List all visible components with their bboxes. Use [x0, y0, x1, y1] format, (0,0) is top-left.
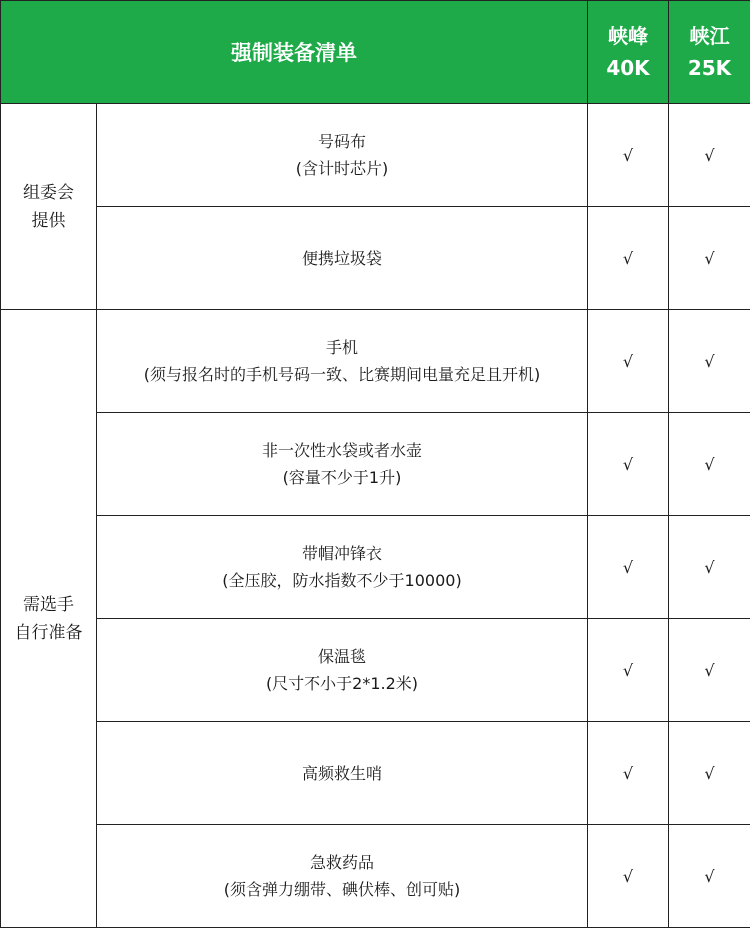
table-row — [1, 104, 750, 207]
table-row — [1, 413, 750, 516]
item-cell — [97, 310, 588, 413]
check-mark: √ — [669, 619, 750, 722]
table-row — [1, 619, 750, 722]
item-cell — [97, 413, 588, 516]
group-label-organizer — [1, 104, 97, 310]
table-row — [1, 722, 750, 825]
item-note: (含计时芯片) — [295, 159, 389, 178]
check-mark: √ — [669, 516, 750, 619]
item-name: 急救药品 — [309, 853, 374, 872]
table-title — [1, 1, 588, 104]
table-row — [1, 207, 750, 310]
item-name: 带帽冲锋衣 — [301, 544, 382, 563]
route-name: 峡江 — [689, 24, 730, 48]
item-name: 便携垃圾袋 — [301, 248, 382, 268]
check-mark: √ — [669, 722, 750, 825]
check-mark: √ — [669, 207, 750, 310]
item-note: (须含弹力绷带、碘伏棒、创可贴) — [223, 880, 461, 899]
item-note: (容量不少于1升) — [282, 468, 402, 487]
table-row — [1, 310, 750, 413]
title-text: 强制装备清单 — [231, 41, 357, 65]
item-name: 保温毯 — [317, 647, 366, 666]
check-mark: √ — [588, 104, 669, 207]
group-label-line: 组委会 — [23, 182, 74, 203]
check-mark: √ — [669, 825, 750, 928]
check-mark: √ — [588, 310, 669, 413]
item-name: 高频救生哨 — [301, 763, 382, 783]
check-mark: √ — [588, 516, 669, 619]
item-cell — [97, 619, 588, 722]
item-cell — [97, 722, 588, 825]
group-label-line: 提供 — [31, 210, 66, 231]
check-mark: √ — [588, 722, 669, 825]
check-mark: √ — [588, 413, 669, 516]
route-name: 峡峰 — [608, 24, 648, 48]
item-name: 手机 — [325, 338, 358, 357]
group-label-line: 自行准备 — [14, 622, 83, 643]
check-mark: √ — [588, 207, 669, 310]
route-header-2 — [669, 1, 750, 104]
table-row — [1, 825, 750, 928]
route-distance: 40K — [606, 56, 650, 80]
route-header-1 — [588, 1, 669, 104]
item-cell — [97, 207, 588, 310]
header-row — [1, 1, 750, 104]
check-mark: √ — [669, 104, 750, 207]
table-row — [1, 516, 750, 619]
check-mark: √ — [669, 310, 750, 413]
group-label-line: 需选手 — [23, 594, 74, 615]
check-mark: √ — [669, 413, 750, 516]
item-note: (尺寸不小于2*1.2米) — [265, 674, 419, 693]
item-cell — [97, 516, 588, 619]
item-cell — [97, 825, 588, 928]
check-mark: √ — [588, 825, 669, 928]
item-cell — [97, 104, 588, 207]
item-name: 非一次性水袋或者水壶 — [261, 441, 422, 460]
item-note: (全压胶，防水指数不少于10000) — [222, 571, 462, 590]
item-name: 号码布 — [317, 132, 366, 151]
group-label-self-prepared — [1, 310, 97, 928]
item-note: (须与报名时的手机号码一致、比赛期间电量充足且开机) — [143, 365, 541, 384]
route-distance: 25K — [687, 56, 732, 80]
check-mark: √ — [588, 619, 669, 722]
